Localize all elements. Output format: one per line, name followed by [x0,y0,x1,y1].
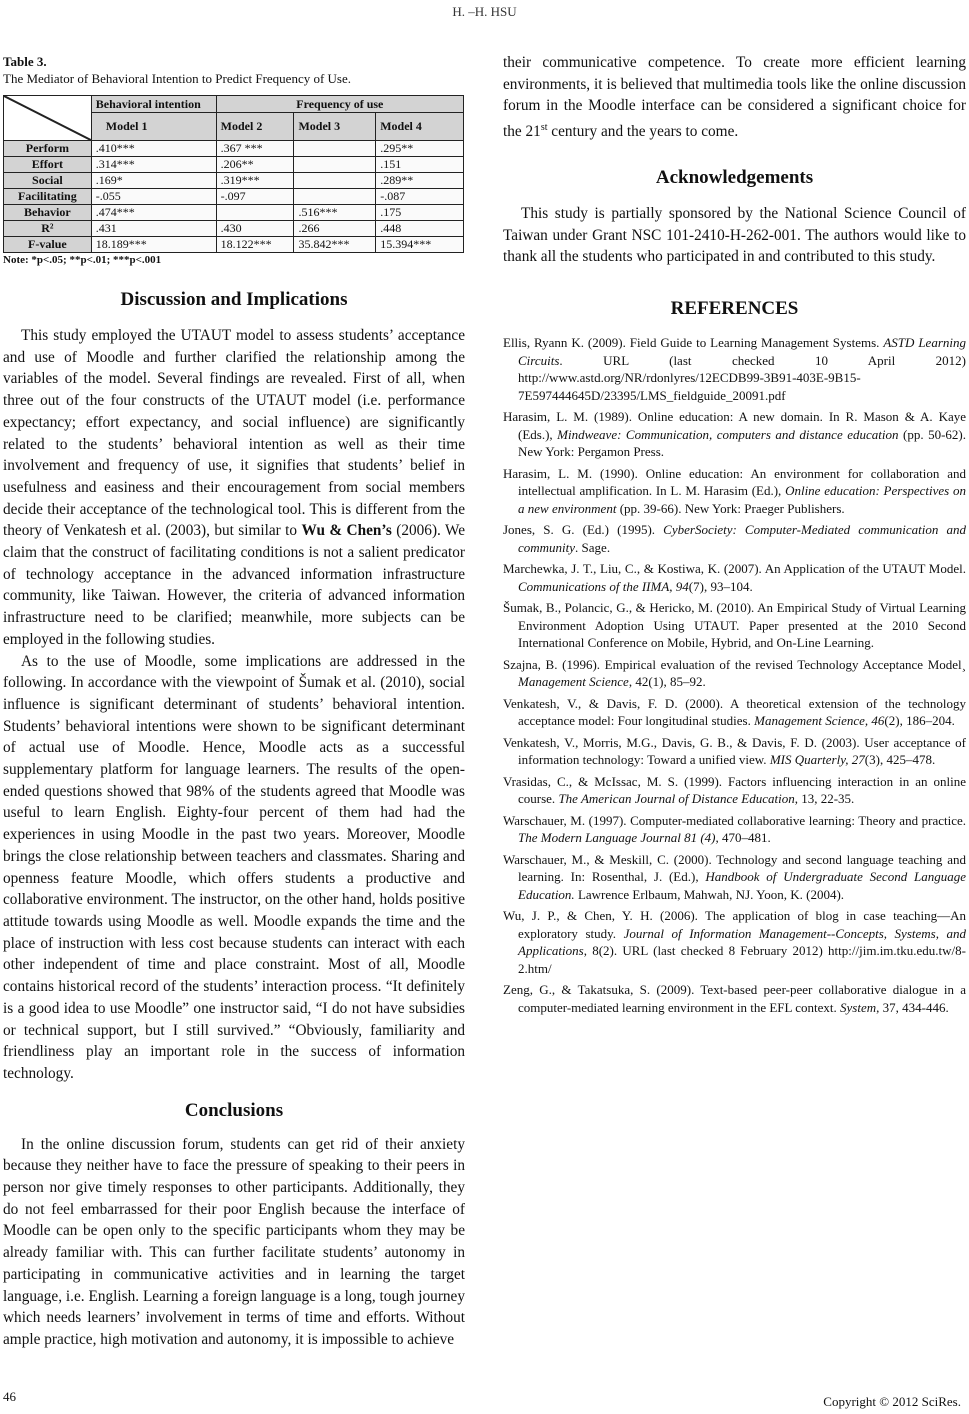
title-italic: The Modern Language Journal 81 (4), [518,830,719,846]
row-label: Facilitating [4,189,92,205]
cell: -.087 [376,189,464,205]
title-italic: ASTD Learning Circuits [518,335,966,368]
text-run: , 8(2). URL (last checked 8 February 2012) http://jim.im.tku.edu.tw/8-2.htm/ [518,943,966,976]
cell: 35.842*** [294,237,376,253]
text-run: Jones, S. G. (Ed.) (1995). [503,522,664,538]
reference-item [503,851,966,904]
table-corner-diagonal [4,96,92,141]
text-run: In the online discussion forum, students can get rid of their anxiety because they neither have to face the pressure of speaking to their peers in person nor give timely responses to other participants. Additionally, they do not feel embarrassed for their poor English because the interface of Moodle can be open only to the specific participants whom they may be already familiar with. This can further facilitate students’ autonomy in participating in communicative activities and in learning the target language, i.e. English. Learning a foreign language is a long, tough journey which needs learners’ involvement in terms of time and efforts. Without ample practice, high motivation and autonomy, it is impossible to achieve [3,1135,465,1348]
copyright: Copyright © 2012 SciRes. [823,1394,961,1409]
text-run: Szajna, B. (1996). Empirical evaluation of the revised Technology Acceptance Model¸ [503,656,966,672]
cell: .314*** [91,157,216,173]
conclusions-heading: Conclusions [184,1099,284,1121]
acknowledgements-heading: Acknowledgements [655,166,814,188]
discussion-paragraph-2: As to the use of Moodle, some implications are addressed in the following. In accordance with the viewpoint of Šumak et al. (2010), social influence is significant determinant of students’ behavioral intention. Students’ behavioral intentions were shown to be significant determinant of actual use of Moodle. Hence, Moodle acts as a successful supplementary platform for language learners. The results of the open-ended questions showed that 98% of the students agreed that Moodle was useful to learn English. Eighty-four percent of them had had the experiences in using Moodle in the past two years. Moreover, Moodle brings the close relationship between teachers and classmates. Sharing and openness feature Moodle, which offers students a productive and collaborative environment. The instructor, on the other hand, holds positive attitude towards using Moodle as well. Moodle expands the time and the place of instruction with less cost because students can interact with each other independent of time and place constraint. Most of all, Moodle contains historical record of the students’ interaction process. “It definitely is a good idea to use Moodle” one instructor said, “I do not have subsidies or technical support, but I still survived.” “Obviously, familiarity and friendliness play an important role in the success of information technology. [3,652,465,1082]
cell: .151 [376,157,464,173]
reference-item [503,560,966,595]
text-run: Marchewka, J. T., Liu, C., & Kostiwa, K. (2007). An Application of the UTAUT Model. [503,561,966,577]
table-row [4,205,464,221]
title-italic: MIS Quarterly, 27 [769,752,865,768]
reference-item [503,334,966,404]
reference-item [503,812,966,847]
reference-list [503,334,966,1016]
cell: 18.189*** [91,237,216,253]
reference-item [503,599,966,652]
row-label: Effort [4,157,92,173]
text-run: , 42(1), 85–92. [628,674,706,690]
text-run: Warschauer, M., & Meskill, C. (2000). Technology and second language teaching and learning. In: Rosenthal, J. (Ed.), [503,851,966,885]
text-run: , 13, 22-35. [794,791,855,807]
table-row [4,157,464,173]
text-run: Vrasidas, C., & McIssac, M. S. (1999). Factors influencing interaction in an online course. [503,773,966,807]
text-run: Ellis, Ryann K. (2009). Field Guide to Learning Management Systems. [503,335,884,351]
reference-item [503,465,966,518]
cell: .431 [91,221,216,237]
text-run: Venkatesh, V., & Davis, F. D. (2000). A theoretical extension of the technology acceptance model: Four longitudinal studies. [503,695,966,729]
head-behavioral-intention: Behavioral intention [91,96,216,113]
superscript: st [540,122,548,134]
discussion-paragraph-1 [3,325,465,651]
title-italic: Management Science [518,674,629,690]
reference-item [503,981,966,1016]
text-run: their communicative competence. To create more efficient learning environments, it is believed that multimedia tools like the online discussion forum in the Moodle interface can be considered a significant choice for the 21 [503,54,966,141]
text-run: 470–481. [718,830,771,846]
text-run: . URL (last checked 10 April 2012) http://www.astd.org/NR/rdonlyres/12ECDB99-3B91-403E-9B15-7E597444645D/23395/LMS_fieldguide_20091.pdf [518,352,966,403]
text-run: Wu, J. P., & Chen, Y. H. (2006). The application of blog in case teaching—An exploratory study. [503,908,966,941]
text-run: (3), 425–478. [864,752,936,768]
cell: .295** [376,141,464,157]
cell: .430 [216,221,294,237]
col-model-3: Model 3 [294,113,376,141]
cell [294,141,376,157]
cell: .175 [376,205,464,221]
text-run: (pp. 39-66). New York: Praeger Publishers. [616,500,845,516]
head-frequency-of-use: Frequency of use [216,96,463,113]
references-heading: REFERENCES [670,298,799,320]
col-model-2: Model 2 [216,113,294,141]
row-label: Behavior [4,205,92,221]
title-italic: Management Science, 46 [754,713,885,729]
col-model-1: Model 1 [91,113,216,141]
page-number: 46 [3,1389,16,1404]
text-run: , 37, 434-446. [876,999,949,1015]
text-run: Šumak, B., Polancic, G., & Hericko, M. (2010). An Empirical Study of Virtual Learning Environment Adoption Using UTAUT. Paper presented at the 2010 Second International Conference on Mobile, Hybrid, and On-Line Learning. [503,600,966,651]
text-run: This study employed the UTAUT model to assess students’ acceptance and use of Moodle and further clarified the relationship among the variables of the model. Several findings are revealed. First of all, when three out of the four constructs of the UTAUT model (i.e. performance expectancy; effort expectancy, and social influence) are significantly related to the students’ behavioral intention as well as their time involvement and frequency of use, it signifies that students’ belief in usefulness and easiness and their encouragement from social members decide their acceptance of the technological tool. This is different from the theory of Venkatesh et al. (2003), but similar to [3,327,465,540]
text-run: (2006). We claim that the construct of facilitating conditions is not a salient predicator of technology acceptance in the advanced information infrastructure community, like Taiwan. However, the criteria of advanced information infrastructure need to be clarified; meanwhile, more subjects can be employed in the following studies. [3,522,465,648]
cell: .516*** [294,205,376,221]
reference-item [503,521,966,556]
cell: .448 [376,221,464,237]
row-label: F-value [4,237,92,253]
row-label: Social [4,173,92,189]
text-run: Zeng, G., & Takatsuka, S. (2009). Text-based peer-peer collaborative dialogue in a computer-mediated learning environment in the EFL context. [503,982,966,1015]
text-run: (7), 93–104. [688,578,753,594]
row-label: R² [4,221,92,237]
cell: .266 [294,221,376,237]
discussion-heading: Discussion and Implications [120,289,348,310]
reference-item [503,907,966,977]
table-row [4,237,464,253]
title-italic: CyberSociety: Computer-Mediated communication and community [518,522,967,555]
table-row [4,189,464,205]
reference-item [503,773,966,808]
reference-item [503,656,966,691]
cell: .289** [376,173,464,189]
citation-bold: Wu & Chen’s [301,522,392,540]
reference-item [503,695,966,730]
cell: .169* [91,173,216,189]
table-row [4,141,464,157]
title-italic: The American Journal of Distance Education [558,791,795,807]
conclusions-paragraph [3,1134,465,1351]
left-column [3,42,465,1351]
results-table [3,95,464,253]
text-run: Venkatesh, V., Morris, M.G., Davis, G. B., & Davis, F. D. (2003). User acceptance of information technology: Toward a unified view. [503,734,966,768]
table-note: Note: *p<.05; **p<.01; ***p<.001 [3,254,162,266]
title-italic: Mindweave: Communication, computers and distance education [557,426,899,442]
running-head: H. –H. HSU [452,4,517,19]
conclusions-paragraph-continued [503,52,966,143]
table-row [4,173,464,189]
cell: 15.394*** [376,237,464,253]
table-row [4,221,464,237]
row-label: Perform [4,141,92,157]
cell: .410*** [91,141,216,157]
text-run: . Sage. [575,539,611,555]
cell [216,205,294,221]
cell [294,157,376,173]
cell [294,173,376,189]
cell: .319*** [216,173,294,189]
text-run: Harasim, L. M. (1990). Online education: An environment for collaboration and intellectual amplification. In L. M. Harasim (Ed.), [503,465,966,499]
reference-item [503,408,966,461]
title-italic: Journal of Information Management--Concepts, Systems, and Applications [518,925,966,959]
text-run: Lawrence Erlbaum, Mahwah, NJ. Yoon, K. (2004). [574,886,845,902]
right-column [503,42,966,1020]
cell: .474*** [91,205,216,221]
text-run: century and the years to come. [547,123,739,141]
cell: -.097 [216,189,294,205]
title-italic: Handbook of Undergraduate Second Language Education. [518,869,966,902]
reference-item [503,734,966,769]
acknowledgements-text: This study is partially sponsored by the National Science Council of Taiwan under Grant NSC 101-2410-H-262-001. The authors would like to thank all the students who participated in and contributed to this study. [503,204,966,266]
table-title: The Mediator of Behavioral Intention to Predict Frequency of Use. [3,71,352,86]
cell: .206** [216,157,294,173]
text-run: (2), 186–204. [884,713,955,729]
cell: -.055 [91,189,216,205]
col-model-4: Model 4 [376,113,464,141]
text-run: (pp. 50-62). New York: Pergamon Press. [518,426,966,460]
cell: .367 *** [216,141,294,157]
cell [294,189,376,205]
title-italic: Communications of the IIMA, 94 [518,578,689,594]
table-label: Table 3. [3,54,47,69]
cell: 18.122*** [216,237,294,253]
text-run: Harasim, L. M. (1989). Online education: A new domain. In R. Mason & A. Kaye (Eds.), [503,409,966,442]
title-italic: Online education: Perspectives on a new environment [518,483,966,516]
text-run: Warschauer, M. (1997). Computer-mediated collaborative learning: Theory and practice. [503,812,966,828]
title-italic: System [840,999,877,1015]
